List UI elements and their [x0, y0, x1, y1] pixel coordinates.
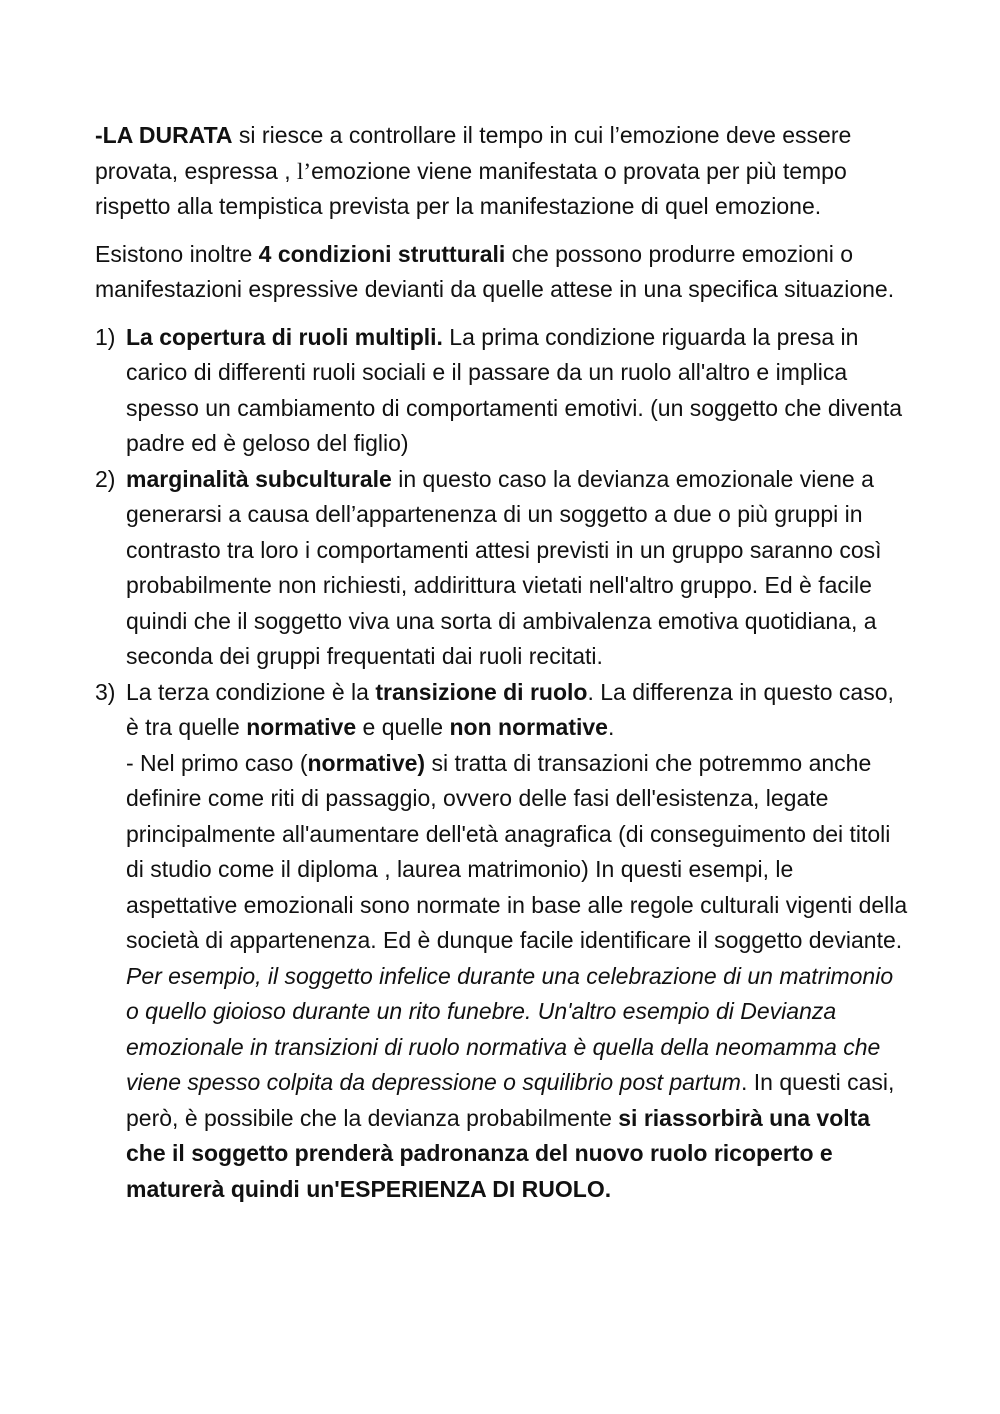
condition-intro-c: e quelle [356, 714, 450, 740]
durata-text-b: emozione viene manifestata o provata per più tempo rispetto alla tempistica prevista per la manifestazione di quel emozione. [95, 157, 847, 219]
condition-intro-a: La terza condizione è la [126, 678, 376, 705]
sub-final-bold: si riassorbirà una volta che il soggetto prenderà padronanza del nuovo ruolo ricoperto e maturerà quindi un'ESPERIENZA DI RUOLO. [126, 1104, 871, 1202]
condition-title: La copertura di ruoli multipli. [126, 323, 443, 350]
condition-text: in questo caso la devianza emozionale viene a generarsi a causa dell’appartenenza di un soggetto a due o più gruppi in contrasto tra loro i comportamenti attesi previsti in un gruppo saranno così probabilmente non richiesti, addirittura vietati nell'altro gruppo. Ed è facile quindi che il soggetto viva una sorta di ambivalenza emotiva quotidiana, a seconda dei gruppi frequentati dai ruoli recitati. [126, 465, 882, 669]
durata-text-a: si riesce a controllare il tempo in cui l’emozione deve essere provata, espressa , [95, 122, 852, 184]
normative-subsection [126, 746, 910, 1208]
condition-number: 1) [95, 323, 116, 350]
sub-text-c: . In questi casi, però, è possibile che la devianza probabilmente [126, 1069, 895, 1131]
conditions-list [95, 320, 910, 1208]
condition-text: La prima condizione riguarda la presa in carico di differenti ruoli sociali e il passare da un ruolo all'altro e implica spesso un cambiamento di comportamenti emotivi. (un soggetto che diventa padre ed è geloso del figlio) [126, 323, 903, 456]
condition-item-2 [95, 462, 910, 675]
sub-italic-example: Per esempio, il soggetto infelice durante una celebrazione di un matrimonio o quello gioioso durante un rito funebre. Un'altro esempio di Devianza emozionale in transizioni di ruolo normativa è quella della neomamma che viene spesso colpita da depressione o squilibrio post partum [126, 962, 894, 1095]
condition-number: 2) [95, 465, 116, 492]
paragraph-durata [95, 118, 910, 225]
document-page [95, 118, 910, 1207]
condition-item-1 [95, 320, 910, 462]
condition-title: marginalità subculturale [126, 465, 392, 492]
sub-bold: normative) [307, 749, 426, 776]
durata-serif-word: l’ [297, 158, 312, 184]
condition-intro-b: . La differenza in questo caso, è tra quelle [126, 678, 894, 740]
sub-text-a: - Nel primo caso ( [126, 749, 308, 776]
condition-intro-d: . [607, 714, 615, 740]
normative-term: normative [246, 714, 357, 740]
intro-bold: 4 condizioni strutturali [258, 240, 506, 267]
paragraph-intro [95, 237, 910, 308]
condition-number: 3) [95, 678, 116, 705]
durata-label: -LA DURATA [95, 122, 233, 148]
condition-item-3 [95, 675, 910, 1208]
sub-text-b: si tratta di transazioni che potremmo anche definire come riti di passaggio, ovvero delle fasi dell'esistenza, legate principalmente all'aumentare dell'età anagrafica (di conseguimento dei titoli di studio come il diploma , laurea matrimonio) In questi esempi, le aspettative emozionali sono normate in base alle regole culturali vigenti della società di appartenenza. Ed è dunque facile identificare il soggetto deviante. [126, 749, 908, 953]
condition-title: transizione di ruolo [375, 678, 588, 705]
intro-text-b: che possono produrre emozioni o manifestazioni espressive devianti da quelle attese in una specifica situazione. [95, 240, 895, 302]
intro-text-a: Esistono inoltre [95, 240, 259, 267]
non-normative-term: non normative [449, 714, 608, 740]
